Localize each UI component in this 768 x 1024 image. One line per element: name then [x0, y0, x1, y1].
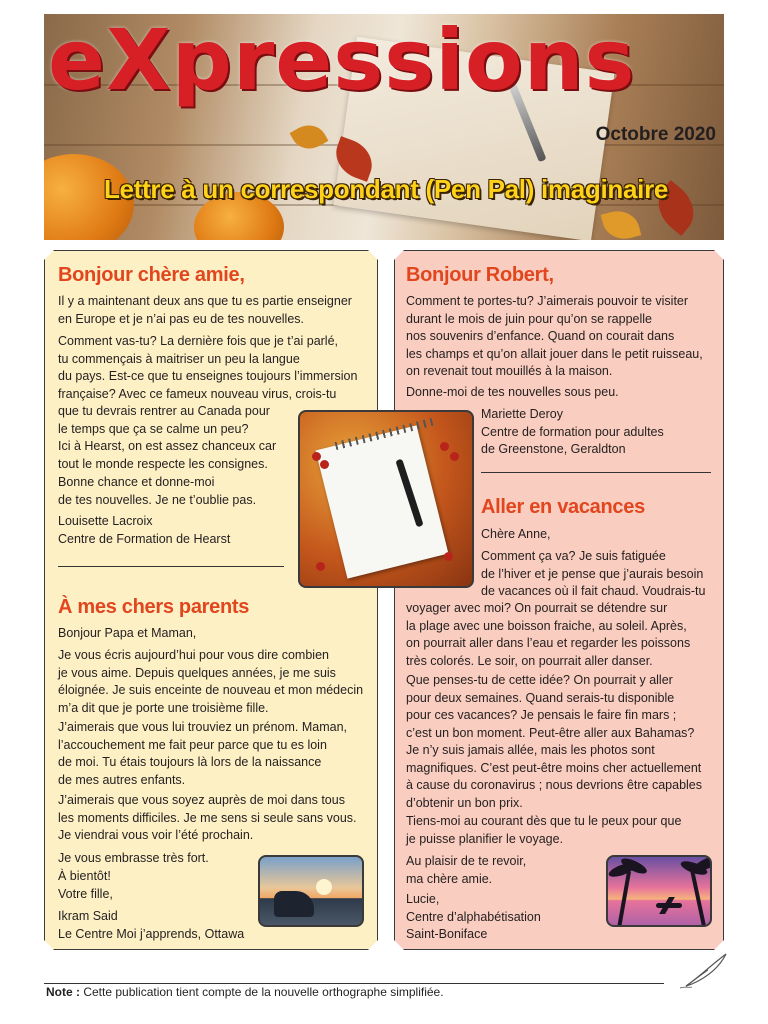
issue-date: Octobre 2020 — [595, 124, 716, 145]
autumn-leaf-image — [601, 206, 642, 240]
letter-heading: Aller en vacances — [481, 496, 645, 518]
footnote-text: Cette publication tient compte de la nouvelle orthographe simplifiée. — [80, 985, 444, 999]
quill-icon — [680, 952, 730, 990]
letter-paragraph: Il y a maintenant deux ans que tu es partie enseigner en Europe et je n’ai pas eu de tes nouvelles. — [58, 294, 352, 326]
letter-paragraph: Je vous embrasse très fort. À bientôt! — [58, 851, 209, 883]
letter-paragraph: Comment vas-tu? La dernière fois que je t’ai parlé, tu commençais à maitriser un peu la langue du pays. Est-ce que tu enseignes toujours l’immersion française? Avec ce fameux nouveau virus, crois-tu que tu devrais rentrer au Canada pour le temps que ça se calme un peu? Ici à Hearst, on est assez chanceux car tout le monde respecte les consignes. — [58, 334, 358, 471]
letter-paragraph: Comment te portes-tu? J’aimerais pouvoir te visiter durant le mois de juin pour qu’on se rappelle nos souvenirs d’enfance. Quand on courait dans les champs et qu’on allait jouer dans le petit ruisseau, on revenait tout mouillés à la maison. — [406, 294, 703, 378]
letter-paragraph: Je vous écris aujourd’hui pour vous dire combien je vous aime. Depuis quelques années, je me suis éloignée. Je suis enceinte de nouveau et mon médecin m’a dit que je porte une troisième fille. — [58, 648, 364, 715]
autumn-leaf-image — [290, 118, 329, 156]
publication-logo: eXpressions — [48, 14, 636, 109]
letter-heading: Bonjour chère amie, — [58, 264, 245, 286]
notepad-autumn-photo — [298, 410, 474, 588]
letter-closing: Votre fille, — [58, 887, 113, 901]
letter-signature: Ikram Said Le Centre Moi j’apprends, Ottawa — [58, 909, 245, 941]
letter-paragraph: Tiens-moi au courant dès que tu le peux pour que je puisse planifier le voyage. — [406, 814, 682, 846]
letter-paragraph: Que penses-tu de cette idée? On pourrait y aller pour deux semaines. Quand serais-tu disponible pour ces vacances? Je pensais le faire fin mars ; c’est un bon moment. Peut-être aller aux Bahamas? Je n’y suis jamais allée, mais les photos sont magnifiques. C’est peut-être moins cher actuellement à cause du coronavirus ; nous devrions être capables d’obtenir un bon prix. — [406, 673, 703, 810]
letter-paragraph: J’aimerais que vous lui trouviez un prénom. Maman, l’accouchement me fait peur parce que tu es loin de moi. Tu étais toujours là lors de la naissance de mes autres enfants. — [58, 720, 348, 787]
letter-heading: Bonjour Robert, — [406, 264, 554, 286]
letter-paragraph: Au plaisir de te revoir, ma chère amie. — [406, 854, 527, 886]
footer-divider — [44, 983, 664, 984]
letter-greeting: Bonjour Papa et Maman, — [58, 626, 197, 640]
letter-paragraph: voyager avec moi? On pourrait se détendre sur la plage avec une boisson fraiche, au soleil. Après, on pourrait aller dans l’eau et regarder les poissons très colorés. Le soir, on pourrait aller danser. — [406, 601, 691, 668]
letter-heading: À mes chers parents — [58, 596, 250, 618]
footnote-label: Note : — [46, 985, 80, 999]
letter-greeting: Chère Anne, — [481, 527, 551, 541]
letter-signature: Mariette Deroy Centre de formation pour adultes de Greenstone, Geraldton — [481, 407, 664, 456]
section-divider — [481, 472, 711, 473]
section-divider — [58, 566, 284, 567]
issue-headline: Lettre à un correspondant (Pen Pal) imaginaire — [103, 174, 669, 204]
letter-signature: Lucie, Centre d’alphabétisation Saint-Boniface — [406, 892, 541, 941]
letter-signature: Louisette Lacroix Centre de Formation de Hearst — [58, 514, 231, 546]
beach-airplane-photo — [606, 855, 712, 927]
letter-paragraph: J’aimerais que vous soyez auprès de moi dans tous les moments difficiles. Je me sens si seule sans vous. Je viendrai vous voir l’été prochain. — [58, 793, 357, 842]
letter-paragraph: Donne-moi de tes nouvelles sous peu. — [406, 385, 619, 399]
sunset-writing-photo — [258, 855, 364, 927]
letter-paragraph: Bonne chance et donne-moi de tes nouvelles. Je ne t’oublie pas. — [58, 475, 257, 507]
letter-paragraph: Comment ça va? Je suis fatiguée de l’hiver et je pense que j’aurais besoin de vacances où il fait chaud. Voudrais-tu — [481, 549, 706, 598]
footnote — [46, 985, 444, 999]
masthead-banner — [44, 14, 724, 240]
